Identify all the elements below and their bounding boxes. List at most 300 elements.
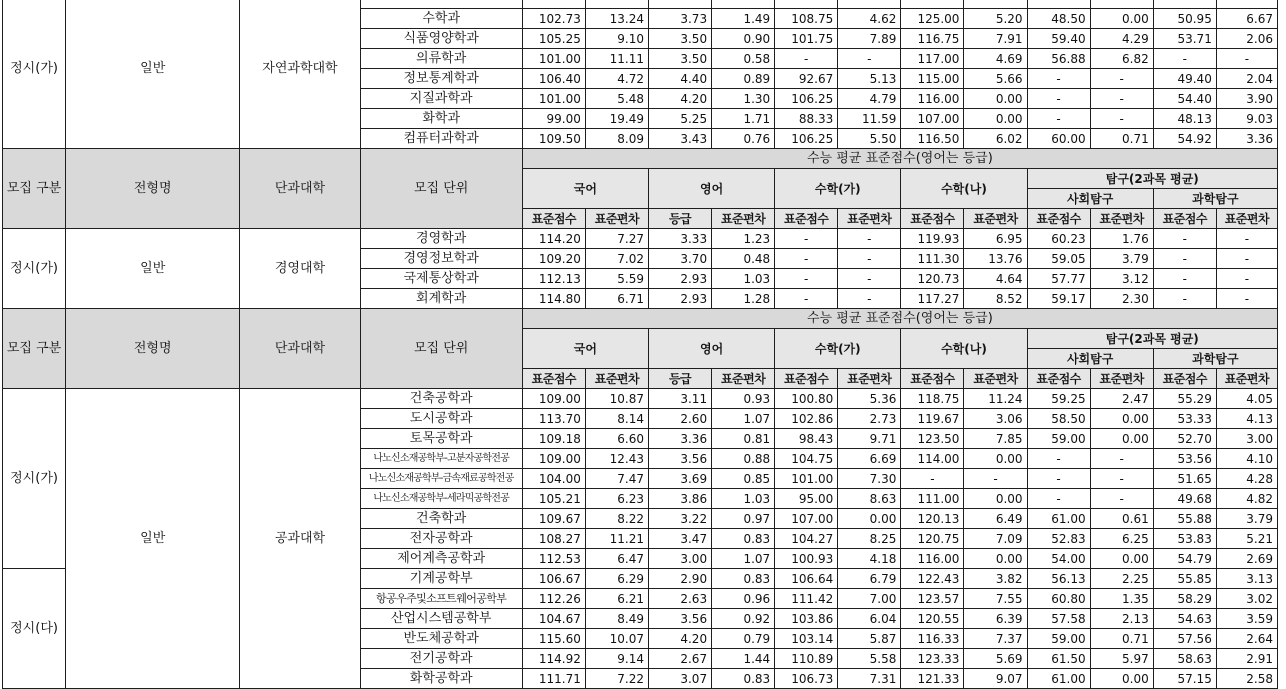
score-cell: - bbox=[901, 469, 964, 489]
score-cell: 11.11 bbox=[585, 49, 648, 69]
header-math-na: 수학(나) bbox=[901, 169, 1027, 209]
score-cell: 60.00 bbox=[1027, 129, 1090, 149]
score-cell: 7.89 bbox=[838, 29, 901, 49]
score-cell: 55.29 bbox=[1153, 389, 1216, 409]
header-sub: 표준편차 bbox=[838, 209, 901, 229]
score-cell: 103.14 bbox=[775, 629, 838, 649]
score-cell: 100.93 bbox=[775, 549, 838, 569]
score-cell: 59.40 bbox=[1027, 29, 1090, 49]
score-cell: - bbox=[1153, 49, 1216, 69]
score-cell: - bbox=[838, 49, 901, 69]
score-cell: 110.89 bbox=[775, 649, 838, 669]
score-cell: - bbox=[1090, 449, 1153, 469]
score-cell: 125.00 bbox=[901, 9, 964, 29]
score-cell: 51.65 bbox=[1153, 469, 1216, 489]
score-cell: 120.75 bbox=[901, 529, 964, 549]
score-cell: 5.20 bbox=[964, 9, 1027, 29]
score-cell: 120.73 bbox=[901, 269, 964, 289]
score-cell bbox=[522, 0, 585, 9]
unit-cell: 반도체공학과 bbox=[360, 629, 522, 649]
score-cell: 6.79 bbox=[838, 569, 901, 589]
header-csat-title: 수능 평균 표준점수(영어는 등급) bbox=[522, 309, 1277, 329]
unit-cell: 제어계측공학과 bbox=[360, 549, 522, 569]
score-cell: 59.00 bbox=[1027, 429, 1090, 449]
score-cell: 5.36 bbox=[838, 389, 901, 409]
header-unit: 모집 단위 bbox=[360, 309, 522, 389]
unit-cell: 도시공학과 bbox=[360, 409, 522, 429]
score-cell: 3.56 bbox=[648, 609, 711, 629]
score-cell: - bbox=[964, 469, 1027, 489]
score-cell: - bbox=[1216, 249, 1277, 269]
score-cell: 13.76 bbox=[964, 249, 1027, 269]
score-cell: 2.93 bbox=[648, 289, 711, 309]
score-cell: 102.86 bbox=[775, 409, 838, 429]
score-cell: 100.80 bbox=[775, 389, 838, 409]
score-cell: 98.43 bbox=[775, 429, 838, 449]
header-college: 단과대학 bbox=[240, 309, 360, 389]
score-cell: - bbox=[1027, 489, 1090, 509]
score-cell: 59.25 bbox=[1027, 389, 1090, 409]
score-cell: 60.80 bbox=[1027, 589, 1090, 609]
header-inquiry: 탐구(2과목 평균) bbox=[1027, 329, 1277, 349]
unit-cell: 식품영양학과 bbox=[360, 29, 522, 49]
score-cell: 1.28 bbox=[712, 289, 775, 309]
score-cell: 48.50 bbox=[1027, 9, 1090, 29]
score-cell: 105.25 bbox=[522, 29, 585, 49]
score-cell: 8.52 bbox=[964, 289, 1027, 309]
unit-cell: 수학과 bbox=[360, 9, 522, 29]
score-cell: 5.13 bbox=[838, 69, 901, 89]
header-sub: 표준편차 bbox=[964, 369, 1027, 389]
score-cell: 58.50 bbox=[1027, 409, 1090, 429]
score-cell: 5.87 bbox=[838, 629, 901, 649]
score-cell: 1.49 bbox=[712, 9, 775, 29]
score-cell: 54.92 bbox=[1153, 129, 1216, 149]
score-cell: 5.21 bbox=[1216, 529, 1277, 549]
score-cell: 105.21 bbox=[522, 489, 585, 509]
score-cell: 101.00 bbox=[522, 49, 585, 69]
score-cell: 111.71 bbox=[522, 669, 585, 689]
header-sub: 표준점수 bbox=[775, 209, 838, 229]
score-cell: 6.23 bbox=[585, 489, 648, 509]
score-cell: - bbox=[1216, 289, 1277, 309]
score-cell: 57.56 bbox=[1153, 629, 1216, 649]
score-cell: 7.27 bbox=[585, 229, 648, 249]
score-cell: 6.71 bbox=[585, 289, 648, 309]
score-cell: - bbox=[838, 269, 901, 289]
header-csat-title: 수능 평균 표준점수(영어는 등급) bbox=[522, 149, 1277, 169]
score-cell: 118.75 bbox=[901, 389, 964, 409]
score-cell: 123.33 bbox=[901, 649, 964, 669]
score-cell: 0.00 bbox=[964, 109, 1027, 129]
unit-cell: 나노신소재공학부-금속재료공학전공 bbox=[360, 469, 522, 489]
score-cell: 3.86 bbox=[648, 489, 711, 509]
header-sub: 표준점수 bbox=[522, 209, 585, 229]
score-cell bbox=[964, 0, 1027, 9]
score-cell: 0.83 bbox=[712, 569, 775, 589]
score-cell: 11.21 bbox=[585, 529, 648, 549]
score-cell: 112.26 bbox=[522, 589, 585, 609]
score-cell: 7.00 bbox=[838, 589, 901, 609]
score-cell: 3.69 bbox=[648, 469, 711, 489]
score-cell bbox=[775, 0, 838, 9]
score-cell bbox=[901, 0, 964, 9]
score-cell: 2.90 bbox=[648, 569, 711, 589]
score-cell: 112.13 bbox=[522, 269, 585, 289]
score-cell: 120.13 bbox=[901, 509, 964, 529]
table-row bbox=[3, 229, 1278, 249]
score-cell: 7.31 bbox=[838, 669, 901, 689]
unit-cell bbox=[360, 0, 522, 9]
score-cell: 1.30 bbox=[712, 89, 775, 109]
score-cell: 106.73 bbox=[775, 669, 838, 689]
score-cell: 0.85 bbox=[712, 469, 775, 489]
score-cell: 2.30 bbox=[1090, 289, 1153, 309]
score-cell: 59.05 bbox=[1027, 249, 1090, 269]
header-college: 단과대학 bbox=[240, 149, 360, 229]
score-cell: 2.67 bbox=[648, 649, 711, 669]
score-cell: 6.49 bbox=[964, 509, 1027, 529]
score-cell: 3.47 bbox=[648, 529, 711, 549]
score-cell: 1.35 bbox=[1090, 589, 1153, 609]
score-cell: 4.69 bbox=[964, 49, 1027, 69]
score-cell: 54.79 bbox=[1153, 549, 1216, 569]
score-cell: 113.70 bbox=[522, 409, 585, 429]
header-math-na: 수학(나) bbox=[901, 329, 1027, 369]
score-cell: 11.24 bbox=[964, 389, 1027, 409]
unit-cell: 기계공학부 bbox=[360, 569, 522, 589]
score-cell: - bbox=[1153, 249, 1216, 269]
score-cell: 2.13 bbox=[1090, 609, 1153, 629]
score-cell: 0.96 bbox=[712, 589, 775, 609]
score-cell: 114.80 bbox=[522, 289, 585, 309]
recruit-type-cell: 정시(다) bbox=[3, 569, 66, 689]
score-cell: 1.03 bbox=[712, 489, 775, 509]
score-cell: 0.00 bbox=[1090, 549, 1153, 569]
header-english: 영어 bbox=[648, 169, 774, 209]
score-cell: 19.49 bbox=[585, 109, 648, 129]
unit-cell: 정보통계학과 bbox=[360, 69, 522, 89]
score-cell: 2.25 bbox=[1090, 569, 1153, 589]
score-cell: 5.69 bbox=[964, 649, 1027, 669]
score-cell: 114.20 bbox=[522, 229, 585, 249]
unit-cell: 항공우주및소프트웨어공학부 bbox=[360, 589, 522, 609]
score-cell: 104.27 bbox=[775, 529, 838, 549]
score-cell: 0.81 bbox=[712, 429, 775, 449]
score-cell: 2.91 bbox=[1216, 649, 1277, 669]
score-cell: 109.20 bbox=[522, 249, 585, 269]
score-cell: 10.87 bbox=[585, 389, 648, 409]
score-cell: - bbox=[775, 269, 838, 289]
score-cell: 3.06 bbox=[964, 409, 1027, 429]
score-cell: 3.13 bbox=[1216, 569, 1277, 589]
score-cell: 2.63 bbox=[648, 589, 711, 609]
score-cell: 117.27 bbox=[901, 289, 964, 309]
score-cell: 7.55 bbox=[964, 589, 1027, 609]
score-cell: 109.67 bbox=[522, 509, 585, 529]
score-cell: 7.37 bbox=[964, 629, 1027, 649]
score-cell: 0.00 bbox=[1090, 669, 1153, 689]
score-cell: 60.23 bbox=[1027, 229, 1090, 249]
score-cell bbox=[838, 0, 901, 9]
score-cell: 0.88 bbox=[712, 449, 775, 469]
score-cell: 56.13 bbox=[1027, 569, 1090, 589]
score-cell: 55.85 bbox=[1153, 569, 1216, 589]
score-cell: 8.63 bbox=[838, 489, 901, 509]
score-cell: 102.73 bbox=[522, 9, 585, 29]
score-cell: 2.58 bbox=[1216, 669, 1277, 689]
score-cell: 0.00 bbox=[838, 509, 901, 529]
score-cell: 55.88 bbox=[1153, 509, 1216, 529]
score-cell: 6.02 bbox=[964, 129, 1027, 149]
header-sub: 표준점수 bbox=[901, 369, 964, 389]
unit-cell: 화학공학과 bbox=[360, 669, 522, 689]
score-cell: 0.79 bbox=[712, 629, 775, 649]
score-cell: - bbox=[1090, 469, 1153, 489]
score-cell: 119.67 bbox=[901, 409, 964, 429]
score-cell: 0.93 bbox=[712, 389, 775, 409]
score-cell: 101.00 bbox=[775, 469, 838, 489]
score-cell: 6.04 bbox=[838, 609, 901, 629]
unit-cell: 회계학과 bbox=[360, 289, 522, 309]
score-cell: 53.33 bbox=[1153, 409, 1216, 429]
score-cell: 3.36 bbox=[1216, 129, 1277, 149]
header-korean: 국어 bbox=[522, 329, 648, 369]
unit-cell: 나노신소재공학부-세라믹공학전공 bbox=[360, 489, 522, 509]
score-cell: 109.50 bbox=[522, 129, 585, 149]
score-cell: 106.40 bbox=[522, 69, 585, 89]
score-cell: 116.50 bbox=[901, 129, 964, 149]
score-cell: 1.71 bbox=[712, 109, 775, 129]
header-social: 사회탐구 bbox=[1027, 189, 1153, 209]
score-cell: 3.59 bbox=[1216, 609, 1277, 629]
score-cell: 4.62 bbox=[838, 9, 901, 29]
score-cell: 10.07 bbox=[585, 629, 648, 649]
recruit-type-cell: 정시(가) bbox=[3, 389, 66, 569]
score-cell: - bbox=[1153, 289, 1216, 309]
score-cell: 114.00 bbox=[901, 449, 964, 469]
track-cell: 일반 bbox=[66, 0, 240, 149]
score-cell: 3.79 bbox=[1216, 509, 1277, 529]
unit-cell: 산업시스템공학부 bbox=[360, 609, 522, 629]
score-cell: 117.00 bbox=[901, 49, 964, 69]
header-sub: 표준점수 bbox=[1153, 209, 1216, 229]
header-sub: 표준점수 bbox=[1153, 369, 1216, 389]
table-row bbox=[3, 389, 1278, 409]
score-cell: 5.66 bbox=[964, 69, 1027, 89]
score-cell: 92.67 bbox=[775, 69, 838, 89]
score-cell: - bbox=[1216, 49, 1277, 69]
score-cell: 104.75 bbox=[775, 449, 838, 469]
score-cell: 114.92 bbox=[522, 649, 585, 669]
score-cell: 0.48 bbox=[712, 249, 775, 269]
header-sub: 표준편차 bbox=[1216, 209, 1277, 229]
header-sub: 표준점수 bbox=[1027, 209, 1090, 229]
score-cell: 111.42 bbox=[775, 589, 838, 609]
header-sub: 표준점수 bbox=[1027, 369, 1090, 389]
unit-cell: 의류학과 bbox=[360, 49, 522, 69]
score-cell: 4.82 bbox=[1216, 489, 1277, 509]
header-korean: 국어 bbox=[522, 169, 648, 209]
score-cell: 108.27 bbox=[522, 529, 585, 549]
score-cell: 0.83 bbox=[712, 669, 775, 689]
score-cell: - bbox=[775, 249, 838, 269]
score-cell: 4.20 bbox=[648, 629, 711, 649]
header-track: 전형명 bbox=[66, 149, 240, 229]
score-cell: 4.72 bbox=[585, 69, 648, 89]
score-cell: 3.70 bbox=[648, 249, 711, 269]
header-sub: 표준점수 bbox=[522, 369, 585, 389]
score-cell: - bbox=[1090, 69, 1153, 89]
score-cell: 6.25 bbox=[1090, 529, 1153, 549]
score-cell bbox=[1216, 0, 1277, 9]
score-cell: 2.47 bbox=[1090, 389, 1153, 409]
score-cell: - bbox=[775, 229, 838, 249]
score-cell: 54.63 bbox=[1153, 609, 1216, 629]
score-cell: 109.00 bbox=[522, 389, 585, 409]
score-cell: 4.18 bbox=[838, 549, 901, 569]
score-cell: 53.56 bbox=[1153, 449, 1216, 469]
score-cell: 3.00 bbox=[648, 549, 711, 569]
score-cell: 7.85 bbox=[964, 429, 1027, 449]
score-cell: 106.25 bbox=[775, 129, 838, 149]
score-cell: 0.00 bbox=[1090, 409, 1153, 429]
header-sub: 표준점수 bbox=[901, 209, 964, 229]
score-cell: 53.71 bbox=[1153, 29, 1216, 49]
score-cell: 1.07 bbox=[712, 549, 775, 569]
recruit-type-cell: 정시(가) bbox=[3, 229, 66, 309]
unit-cell: 건축학과 bbox=[360, 509, 522, 529]
score-cell: 0.71 bbox=[1090, 629, 1153, 649]
score-cell: 111.00 bbox=[901, 489, 964, 509]
score-cell: 6.82 bbox=[1090, 49, 1153, 69]
header-sub: 표준편차 bbox=[1090, 209, 1153, 229]
score-cell: 0.90 bbox=[712, 29, 775, 49]
score-cell: 121.33 bbox=[901, 669, 964, 689]
score-cell bbox=[1090, 0, 1153, 9]
score-cell: 116.33 bbox=[901, 629, 964, 649]
score-cell: 2.73 bbox=[838, 409, 901, 429]
unit-cell: 컴퓨터과학과 bbox=[360, 129, 522, 149]
unit-cell: 나노신소재공학부-고분자공학전공 bbox=[360, 449, 522, 469]
score-cell: 7.22 bbox=[585, 669, 648, 689]
header-sub: 표준편차 bbox=[712, 209, 775, 229]
unit-cell: 경영학과 bbox=[360, 229, 522, 249]
score-cell: 13.24 bbox=[585, 9, 648, 29]
score-cell: 53.83 bbox=[1153, 529, 1216, 549]
score-cell: 6.47 bbox=[585, 549, 648, 569]
score-cell: 2.64 bbox=[1216, 629, 1277, 649]
score-cell: 3.82 bbox=[964, 569, 1027, 589]
score-cell: 9.03 bbox=[1216, 109, 1277, 129]
score-cell: 1.07 bbox=[712, 409, 775, 429]
score-cell bbox=[585, 0, 648, 9]
score-cell: 3.36 bbox=[648, 429, 711, 449]
score-cell: 57.58 bbox=[1027, 609, 1090, 629]
score-cell: 48.13 bbox=[1153, 109, 1216, 129]
unit-cell: 경영정보학과 bbox=[360, 249, 522, 269]
score-cell: 109.00 bbox=[522, 449, 585, 469]
header-row bbox=[3, 149, 1278, 169]
header-unit: 모집 단위 bbox=[360, 149, 522, 229]
header-sub: 표준편차 bbox=[838, 369, 901, 389]
score-cell: 7.09 bbox=[964, 529, 1027, 549]
score-cell: 0.00 bbox=[964, 449, 1027, 469]
score-cell: 1.23 bbox=[712, 229, 775, 249]
score-cell: 122.43 bbox=[901, 569, 964, 589]
score-cell: 4.29 bbox=[1090, 29, 1153, 49]
score-cell: 99.00 bbox=[522, 109, 585, 129]
score-cell: 8.14 bbox=[585, 409, 648, 429]
score-cell: 95.00 bbox=[775, 489, 838, 509]
score-cell: 8.25 bbox=[838, 529, 901, 549]
score-cell bbox=[648, 0, 711, 9]
score-cell: - bbox=[1027, 89, 1090, 109]
score-cell: - bbox=[775, 289, 838, 309]
score-cell: 6.39 bbox=[964, 609, 1027, 629]
score-cell: 58.63 bbox=[1153, 649, 1216, 669]
score-cell: 123.50 bbox=[901, 429, 964, 449]
score-cell: 4.10 bbox=[1216, 449, 1277, 469]
score-cell: 0.89 bbox=[712, 69, 775, 89]
score-cell: 104.67 bbox=[522, 609, 585, 629]
header-sub: 등급 bbox=[648, 369, 711, 389]
score-cell: 9.14 bbox=[585, 649, 648, 669]
score-cell: 7.91 bbox=[964, 29, 1027, 49]
score-cell: - bbox=[1153, 269, 1216, 289]
score-cell: 1.44 bbox=[712, 649, 775, 669]
header-sub: 등급 bbox=[648, 209, 711, 229]
score-cell: 3.50 bbox=[648, 29, 711, 49]
score-cell: 119.93 bbox=[901, 229, 964, 249]
header-math-ga: 수학(가) bbox=[775, 329, 901, 369]
score-cell: - bbox=[1090, 489, 1153, 509]
score-cell: 9.71 bbox=[838, 429, 901, 449]
score-cell: 0.00 bbox=[964, 489, 1027, 509]
recruit-type-cell: 정시(가) bbox=[3, 0, 66, 149]
score-cell: 112.53 bbox=[522, 549, 585, 569]
unit-cell: 전기공학과 bbox=[360, 649, 522, 669]
score-cell bbox=[1153, 0, 1216, 9]
score-cell: 106.67 bbox=[522, 569, 585, 589]
score-cell: 52.70 bbox=[1153, 429, 1216, 449]
score-cell: 3.07 bbox=[648, 669, 711, 689]
score-cell: 0.83 bbox=[712, 529, 775, 549]
score-cell: 0.00 bbox=[964, 89, 1027, 109]
score-cell: 4.28 bbox=[1216, 469, 1277, 489]
college-cell: 경영대학 bbox=[240, 229, 360, 309]
unit-cell: 국제통상학과 bbox=[360, 269, 522, 289]
score-cell: 3.50 bbox=[648, 49, 711, 69]
score-cell: 4.64 bbox=[964, 269, 1027, 289]
header-science: 과학탐구 bbox=[1153, 349, 1277, 369]
score-cell: 107.00 bbox=[901, 109, 964, 129]
score-cell: 2.69 bbox=[1216, 549, 1277, 569]
header-sub: 표준편차 bbox=[585, 369, 648, 389]
score-cell: 49.40 bbox=[1153, 69, 1216, 89]
score-cell: 12.43 bbox=[585, 449, 648, 469]
table-row bbox=[3, 0, 1278, 9]
score-cell: 116.75 bbox=[901, 29, 964, 49]
score-cell: 8.22 bbox=[585, 509, 648, 529]
score-cell: 104.00 bbox=[522, 469, 585, 489]
score-cell: 115.60 bbox=[522, 629, 585, 649]
score-cell: 4.13 bbox=[1216, 409, 1277, 429]
score-cell: 6.69 bbox=[838, 449, 901, 469]
unit-cell: 지질과학과 bbox=[360, 89, 522, 109]
score-cell: 58.29 bbox=[1153, 589, 1216, 609]
score-cell: 11.59 bbox=[838, 109, 901, 129]
